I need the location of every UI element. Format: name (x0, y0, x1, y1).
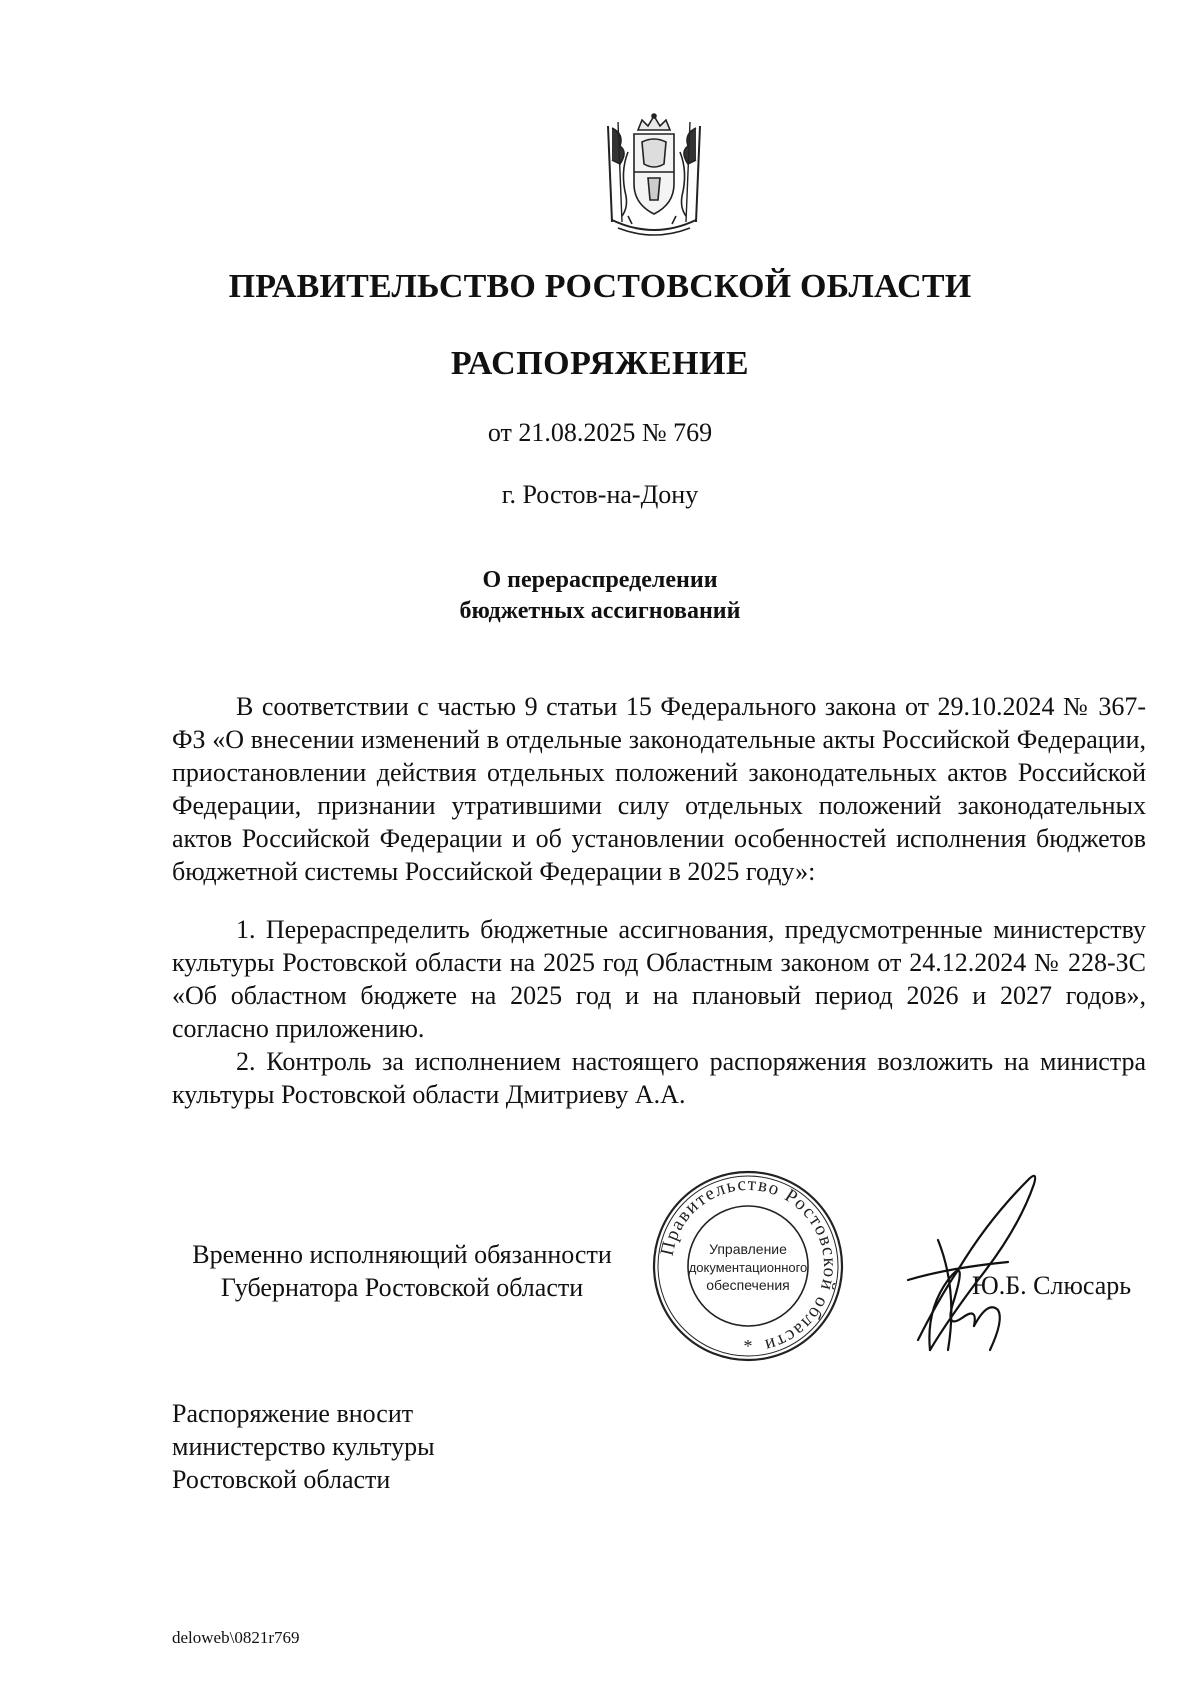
preamble-paragraph: В соответствии с частью 9 статьи 15 Федерального закона от 29.10.2024 № 367-ФЗ «О внесении изменений в отдельные законодательные акты Российской Федерации, приостановлении действия отдельных положений законодательных актов Российской Федерации, признании утратившими силу отдельных положений законодательных актов Российской Федерации и об установлении особенностей исполнения бюджетов бюджетной системы Российской Федерации в 2025 году»: (172, 692, 1146, 886)
order-item-1: 1. Перераспределить бюджетные ассигнования, предусмотренные министерству культуры Ростовской области на 2025 год Областным законом от 24.12.2024 № 228-ЗС «Об областном бюджете на 2025 год и на плановый период 2026 и 2027 годов», согласно приложению. (172, 915, 1146, 1043)
stamp-ring-text: Правительство Ростовской области (656, 1173, 841, 1357)
subject-line-2: бюджетных ассигнований (459, 598, 741, 624)
order-item-2: 2. Контроль за исполнением настоящего распоряжения возложить на министра культуры Ростовской области Дмитриеву А.А. (172, 1047, 1146, 1109)
handwritten-signature (878, 1150, 1058, 1380)
submitted-by-line-3: Ростовской области (172, 1465, 391, 1494)
file-code: deloweb\0821r769 (172, 1628, 300, 1647)
signatory-position-line-1: Временно исполняющий обязанности (192, 1240, 612, 1269)
signatory-position (172, 1238, 632, 1304)
stamp-center-line-2: документационного (688, 1260, 808, 1275)
signatory-position-line-2: Губернатора Ростовской области (220, 1273, 584, 1302)
submitted-by-line-2: министерство культуры (172, 1432, 435, 1461)
document-city: г. Ростов-на-Дону (501, 480, 699, 509)
organization-title: ПРАВИТЕЛЬСТВО РОСТОВСКОЙ ОБЛАСТИ (228, 268, 972, 305)
document-body (172, 690, 1146, 1111)
submitted-by (172, 1397, 435, 1496)
submitted-by-line-1: Распоряжение вносит (172, 1399, 414, 1428)
signatory-name: Ю.Б. Слюсарь (972, 1271, 1132, 1300)
document-subject (0, 565, 1200, 627)
stamp-center-line-1: Управление (709, 1241, 787, 1257)
subject-line-1: О перераспределении (482, 567, 718, 593)
official-stamp (650, 1168, 846, 1364)
rostov-coat-of-arms-icon (598, 112, 710, 240)
stamp-star: * (743, 1336, 753, 1356)
document-type: РАСПОРЯЖЕНИЕ (450, 345, 750, 382)
stamp-center-line-3: обеспечения (706, 1277, 790, 1293)
document-date-number: от 21.08.2025 № 769 (487, 418, 713, 447)
